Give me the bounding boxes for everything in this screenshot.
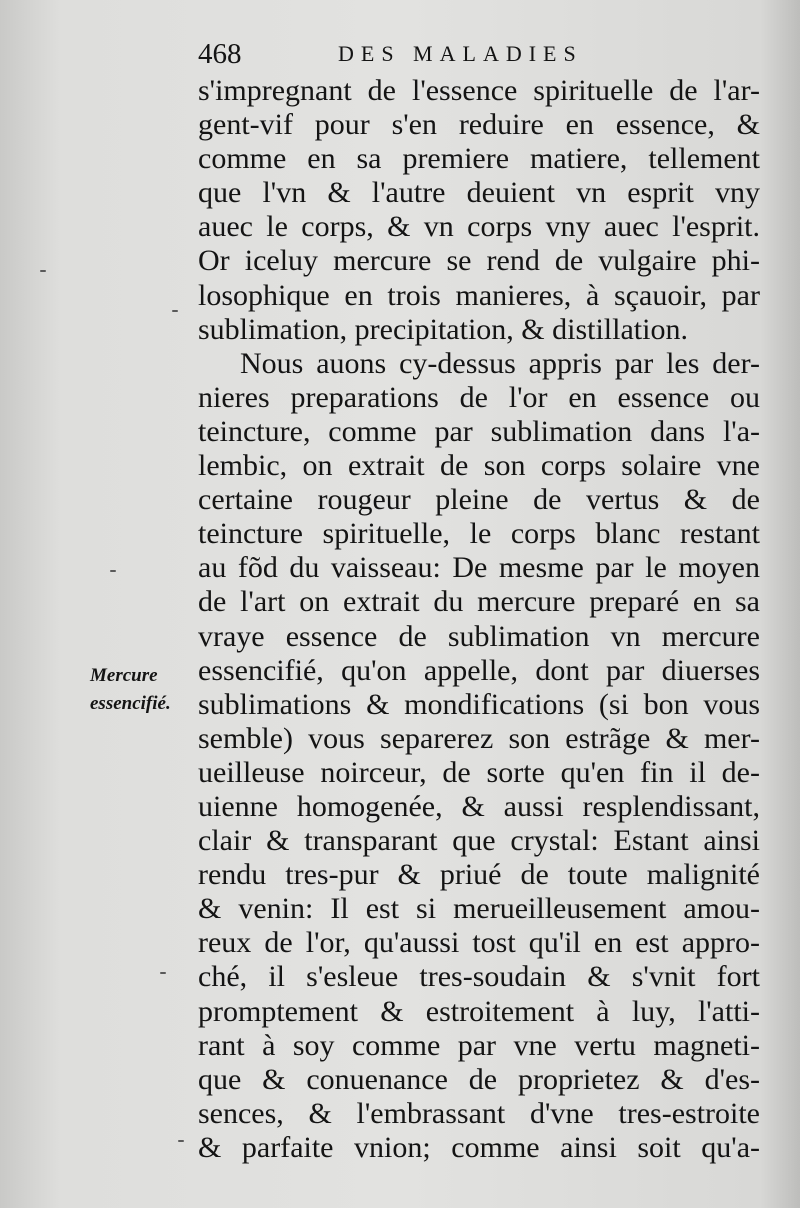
page-number: 468 (198, 38, 242, 70)
running-head (198, 34, 618, 74)
scan-speck (110, 570, 116, 572)
text-line: ché, il s'esleue tres-soudain & s'vnit fort (198, 960, 760, 994)
margin-note-line: essencifié. (90, 693, 171, 714)
text-line: essencifié, qu'on appelle, dont par diuerses (198, 653, 760, 687)
text-line: vraye essence de sublimation vn mercure (198, 619, 760, 653)
text-line: promptement & estroitement à luy, l'atti- (198, 994, 760, 1028)
text-line: reux de l'or, qu'aussi tost qu'il en est appro- (198, 926, 760, 960)
text-line: rant à soy comme par vne vertu magneti- (198, 1028, 760, 1062)
text-line: semble) vous separerez son estrãge & mer- (198, 721, 760, 755)
scan-speck (160, 972, 166, 974)
text-line: que & conuenance de proprietez & d'es- (198, 1062, 760, 1096)
margin-note (90, 662, 190, 718)
text-line: de l'art on extrait du mercure preparé en sa (198, 585, 760, 619)
scan-speck (178, 1140, 184, 1142)
text-line: & parfaite vnion; comme ainsi soit qu'a- (198, 1130, 760, 1164)
text-line: Nous auons cy-dessus appris par les der- (240, 346, 760, 380)
margin-note-line: Mercure (90, 665, 158, 686)
scan-speck (40, 270, 46, 272)
text-line: teincture, comme par sublimation dans l'a- (198, 414, 760, 448)
text-line: uienne homogenée, & aussi resplendissant, (198, 789, 760, 823)
text-line: gent-vif pour s'en reduire en essence, & (198, 108, 760, 142)
text-line: sublimation, precipitation, & distillation. (198, 312, 688, 346)
text-line: que l'vn & l'autre deuient vn esprit vny (198, 176, 760, 210)
body-text (198, 74, 760, 1165)
text-line: sublimations & mondifications (si bon vous (198, 687, 760, 721)
text-line: rendu tres-pur & priué de toute malignité (198, 858, 760, 892)
text-line: ueilleuse noirceur, de sorte qu'en fin il de- (198, 755, 760, 789)
text-line: sences, & l'embrassant d'vne tres-estroite (198, 1096, 760, 1130)
text-line: auec le corps, & vn corps vny auec l'esprit. (198, 210, 760, 244)
running-head-title: DES MALADIES (338, 41, 583, 66)
text-line: comme en sa premiere matiere, tellement (198, 142, 760, 176)
scan-speck (172, 310, 178, 312)
text-line: clair & transparant que crystal: Estant ainsi (198, 824, 760, 858)
text-line: nieres preparations de l'or en essence ou (198, 380, 760, 414)
text-line: s'impregnant de l'essence spirituelle de l'ar- (198, 74, 760, 107)
text-line: lembic, on extrait de son corps solaire vne (198, 449, 760, 483)
text-line: losophique en trois manieres, à sçauoir, par (198, 278, 760, 312)
text-line: au fõd du vaisseau: De mesme par le moyen (198, 551, 760, 585)
text-line: & venin: Il est si merueilleusement amou- (198, 892, 760, 926)
text-line: certaine rougeur pleine de vertus & de (198, 483, 760, 517)
text-line: teincture spirituelle, le corps blanc restant (198, 517, 760, 551)
text-line: Or iceluy mercure se rend de vulgaire phi- (198, 244, 760, 278)
